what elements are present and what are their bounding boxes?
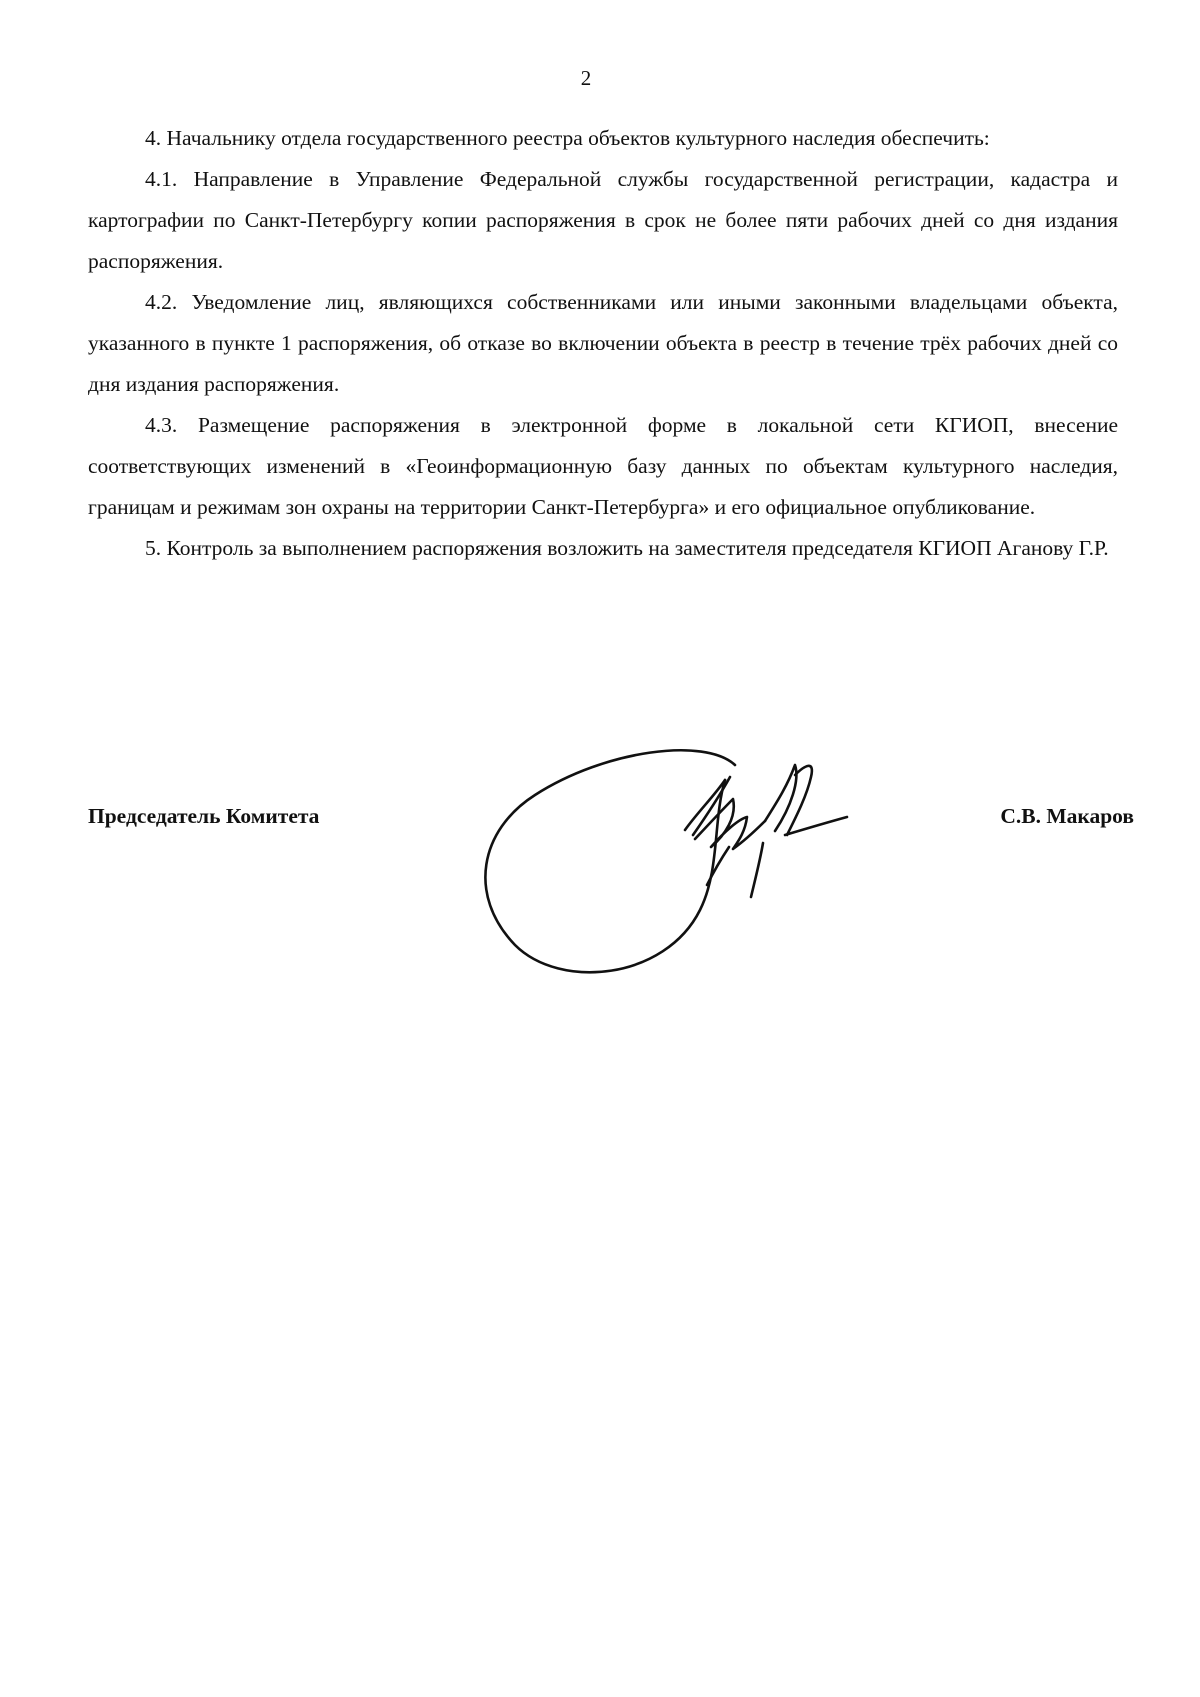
paragraph-4-1: 4.1. Направление в Управление Федеральной службы государственной регистрации, кадастра и картографии по Санкт-Петербургу копии распоряжения в срок не более пяти рабочих дней со дня издания распоряжения. [88,167,1118,273]
document-body [88,118,1118,569]
page-number: 2 [580,66,592,90]
paragraph-4: 4. Начальнику отдела государственного реестра объектов культурного наследия обеспечить: [145,126,990,150]
signatory-name: С.В. Макаров [1000,804,1134,828]
paragraph-4-2: 4.2. Уведомление лиц, являющихся собственниками или иными законными владельцами объекта, указанного в пункте 1 распоряжения, об отказе во включении объекта в реестр в течение трёх рабочих дней со дня издания распоряжения. [88,290,1118,396]
paragraph-5: 5. Контроль за выполнением распоряжения возложить на заместителя председателя КГИОП Аганову Г.Р. [145,536,1109,560]
paragraph-4-3: 4.3. Размещение распоряжения в электронной форме в локальной сети КГИОП, внесение соответствующих изменений в «Геоинформационную базу данных по объектам культурного наследия, границам и режимам зон охраны на территории Санкт-Петербурга» и его официальное опубликование. [88,413,1118,519]
handwritten-signature [475,735,895,985]
signatory-position: Председатель Комитета [88,804,320,828]
